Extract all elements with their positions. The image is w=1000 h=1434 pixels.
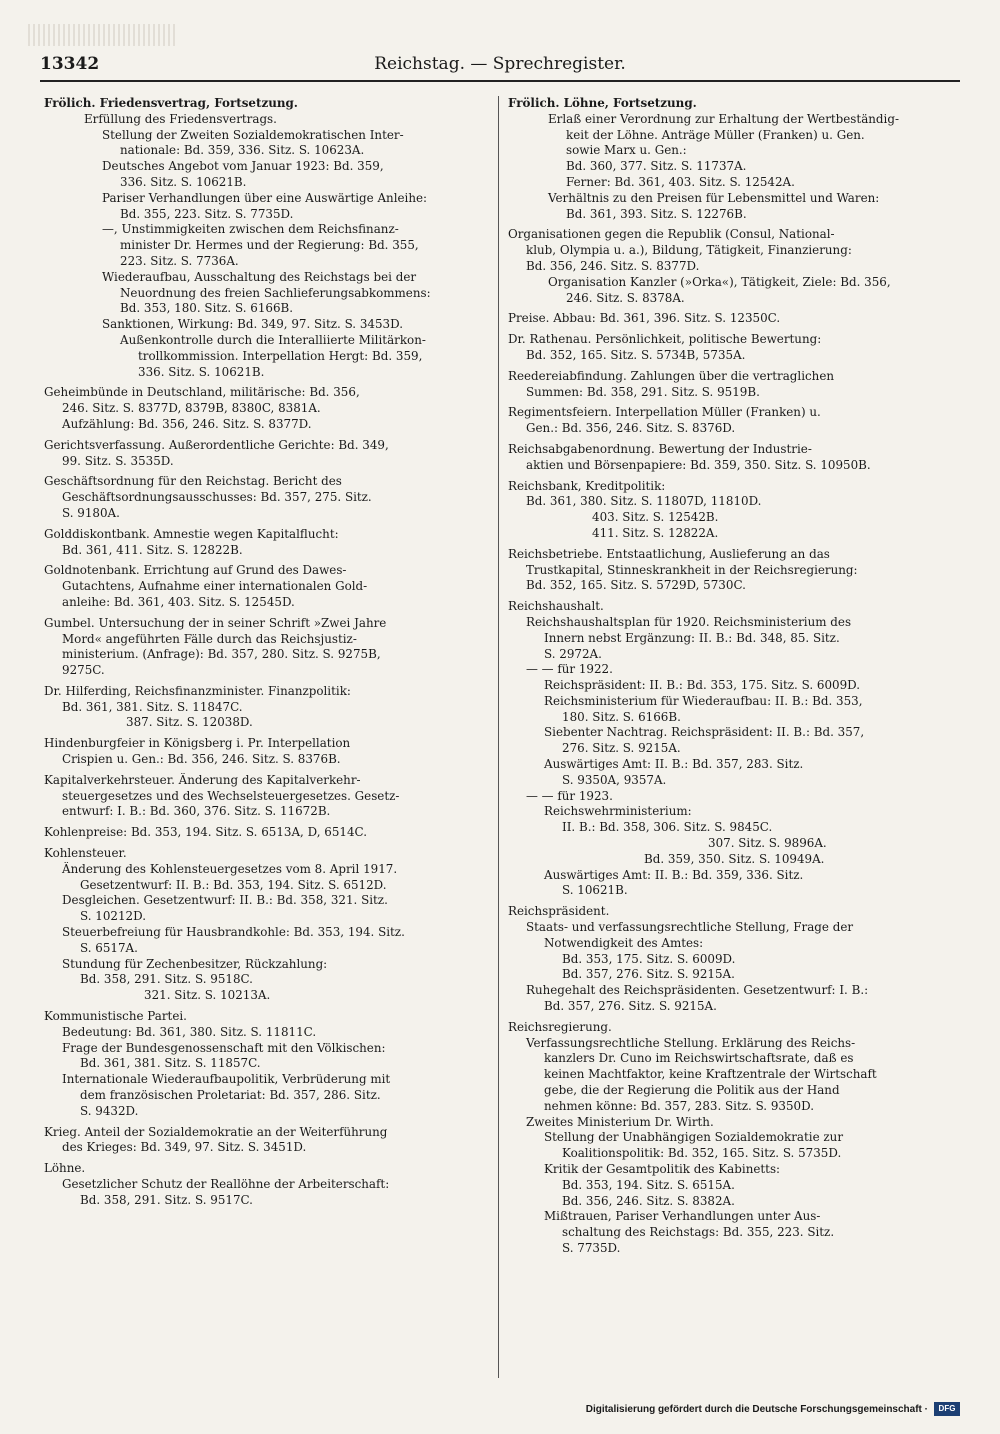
entry-line: Frage der Bundesgenossenschaft mit den Völkischen:	[62, 1040, 386, 1055]
entry-heading-line: Reichshaushalt.	[508, 599, 604, 614]
left-column	[44, 96, 496, 1214]
page-number: 13342	[40, 54, 100, 74]
entry-line: 99. Sitz. S. 3535D.	[62, 453, 174, 468]
entry-line: Gesetzentwurf: II. B.: Bd. 353, 194. Sitz. S. 6512D.	[80, 877, 387, 892]
entry-heading-line: Preise. Abbau: Bd. 361, 396. Sitz. S. 12350C.	[508, 311, 781, 326]
entry-line: Erlaß einer Verordnung zur Erhaltung der Wertbeständig-	[548, 111, 899, 126]
entry-line: Steuerbefreiung für Hausbrandkohle: Bd. 353, 194. Sitz.	[62, 925, 405, 940]
index-entry	[508, 442, 960, 474]
entry-line: Auswärtiges Amt: II. B.: Bd. 357, 283. Sitz.	[544, 757, 804, 772]
entry-line: anleihe: Bd. 361, 403. Sitz. S. 12545D.	[62, 594, 295, 609]
entry-line: steuergesetzes und des Wechselsteuergesetzes. Gesetz-	[62, 788, 400, 803]
entry-line: Sanktionen, Wirkung: Bd. 349, 97. Sitz. S. 3453D.	[102, 317, 404, 332]
index-entry	[508, 96, 960, 222]
entry-heading-line: Gerichtsverfassung. Außerordentliche Gerichte: Bd. 349,	[44, 437, 389, 452]
entry-heading-line: Reichsregierung.	[508, 1019, 612, 1034]
entry-line: Summen: Bd. 358, 291. Sitz. S. 9519B.	[526, 384, 760, 399]
entry-line: Gesetzlicher Schutz der Reallöhne der Arbeiterschaft:	[62, 1177, 390, 1191]
entry-line: schaltung des Reichstags: Bd. 355, 223. Sitz.	[562, 1225, 835, 1240]
entry-heading-line: Geheimbünde in Deutschland, militärische: Bd. 356,	[44, 385, 360, 400]
entry-line: —, Unstimmigkeiten zwischen dem Reichsfinanz-	[102, 222, 399, 237]
entry-line: Stellung der Unabhängigen Sozialdemokratie zur	[544, 1130, 844, 1145]
index-entry	[44, 385, 496, 432]
entry-line: Erfüllung des Friedensvertrags.	[84, 111, 277, 126]
entry-line: 180. Sitz. S. 6166B.	[562, 709, 681, 724]
index-entry	[44, 1009, 496, 1120]
entry-line: Außenkontrolle durch die Interalliierte Militärkon-	[120, 332, 426, 347]
entry-heading-line: Reichsbank, Kreditpolitik:	[508, 478, 666, 493]
entry-heading-line: Frölich. Löhne, Fortsetzung.	[508, 96, 697, 110]
entry-line: Bd. 361, 393. Sitz. S. 12276B.	[566, 206, 747, 221]
entry-line: Gen.: Bd. 356, 246. Sitz. S. 8376D.	[526, 421, 736, 436]
entry-line: Bd. 358, 291. Sitz. S. 9518C.	[80, 972, 253, 987]
entry-line: Bd. 361, 411. Sitz. S. 12822B.	[62, 542, 243, 557]
entry-line: 336. Sitz. S. 10621B.	[120, 174, 247, 189]
entry-line: Auswärtiges Amt: II. B.: Bd. 359, 336. Sitz.	[544, 867, 804, 882]
entry-heading-line: Regimentsfeiern. Interpellation Müller (Franken) u.	[508, 405, 821, 420]
entry-line: 411. Sitz. S. 12822A.	[592, 525, 719, 540]
entry-line: Bd. 356, 246. Sitz. S. 8382A.	[562, 1193, 735, 1208]
entry-line: Bd. 353, 175. Sitz. S. 6009D.	[562, 951, 736, 966]
index-entry	[508, 227, 960, 306]
entry-line: Pariser Verhandlungen über eine Auswärtige Anleihe:	[102, 190, 428, 205]
entry-line: Mord« angeführten Fälle durch das Reichsjustiz-	[62, 631, 357, 646]
entry-line: Stellung der Zweiten Sozialdemokratischen Inter-	[102, 127, 404, 142]
entry-line: dem französischen Proletariat: Bd. 357, 286. Sitz.	[80, 1088, 381, 1103]
index-entry	[508, 311, 960, 327]
entry-line: II. B.: Bd. 358, 306. Sitz. S. 9845C.	[562, 820, 773, 835]
entry-line: Desgleichen. Gesetzentwurf: II. B.: Bd. 358, 321. Sitz.	[62, 893, 388, 908]
entry-line: 321. Sitz. S. 10213A.	[144, 988, 271, 1003]
entry-line: sowie Marx u. Gen.:	[566, 143, 687, 158]
entry-heading-line: Löhne.	[44, 1161, 86, 1176]
entry-line: Bd. 356, 246. Sitz. S. 8377D.	[526, 258, 700, 273]
entry-line: Ruhegehalt des Reichspräsidenten. Gesetzentwurf: I. B.:	[526, 983, 869, 998]
scan-artifact	[28, 24, 178, 46]
entry-line: Bd. 361, 381. Sitz. S. 11857C.	[80, 1056, 261, 1071]
entry-heading-line: Reichspräsident.	[508, 904, 610, 919]
entry-line: Kritik der Gesamtpolitik des Kabinetts:	[544, 1162, 781, 1176]
entry-line: Bd. 357, 276. Sitz. S. 9215A.	[562, 967, 735, 982]
entry-heading-line: Goldnotenbank. Errichtung auf Grund des Dawes-	[44, 563, 347, 578]
footer	[586, 1400, 960, 1418]
entry-line: Organisation Kanzler (»Orka«), Tätigkeit, Ziele: Bd. 356,	[548, 274, 891, 289]
entry-line: entwurf: I. B.: Bd. 360, 376. Sitz. S. 11672B.	[62, 804, 331, 819]
entry-heading-line: Gumbel. Untersuchung der in seiner Schrift »Zwei Jahre	[44, 615, 387, 630]
entry-heading-line: Reedereiabfindung. Zahlungen über die vertraglichen	[508, 368, 835, 383]
index-entry	[508, 479, 960, 542]
entry-line: Bd. 352, 165. Sitz. S. 5734B, 5735A.	[526, 347, 746, 362]
index-entry	[44, 474, 496, 521]
entry-line: Innern nebst Ergänzung: II. B.: Bd. 348, 85. Sitz.	[544, 630, 840, 645]
entry-line: Bd. 361, 380. Sitz. S. 11807D, 11810D.	[526, 494, 762, 509]
entry-line: keit der Löhne. Anträge Müller (Franken) u. Gen.	[566, 127, 865, 142]
index-entry	[44, 1161, 496, 1208]
entry-line: Bd. 352, 165. Sitz. S. 5729D, 5730C.	[526, 578, 746, 593]
index-entry	[508, 904, 960, 1015]
entry-heading-line: Krieg. Anteil der Sozialdemokratie an der Weiterführung	[44, 1124, 388, 1139]
entry-line: 9275C.	[62, 663, 105, 678]
entry-line: Staats- und verfassungsrechtliche Stellung, Frage der	[526, 920, 854, 935]
running-title: Reichstag. — Sprechregister.	[374, 54, 626, 74]
entry-line: Reichspräsident: II. B.: Bd. 353, 175. Sitz. S. 6009D.	[544, 678, 861, 693]
entry-line: Ferner: Bd. 361, 403. Sitz. S. 12542A.	[566, 174, 795, 189]
entry-line: Bd. 355, 223. Sitz. S. 7735D.	[120, 206, 294, 221]
entry-line: nehmen könne: Bd. 357, 283. Sitz. S. 9350D.	[544, 1098, 815, 1113]
index-entry	[508, 1020, 960, 1257]
entry-line: Bedeutung: Bd. 361, 380. Sitz. S. 11811C.	[62, 1024, 317, 1039]
entry-line: Bd. 353, 194. Sitz. S. 6515A.	[562, 1177, 735, 1192]
entry-line: Stundung für Zechenbesitzer, Rückzahlung:	[62, 956, 328, 971]
index-entry	[508, 599, 960, 899]
entry-line: Geschäftsordnungsausschusses: Bd. 357, 275. Sitz.	[62, 490, 372, 505]
entry-line: S. 6517A.	[80, 940, 138, 955]
entry-line: Bd. 357, 276. Sitz. S. 9215A.	[544, 999, 717, 1014]
entry-line: trollkommission. Interpellation Hergt: Bd. 359,	[138, 348, 423, 363]
entry-heading-line: Kommunistische Partei.	[44, 1009, 187, 1024]
entry-line: S. 9180A.	[62, 505, 120, 520]
dfg-logo-icon: DFG	[934, 1402, 960, 1416]
entry-line: Crispien u. Gen.: Bd. 356, 246. Sitz. S. 8376B.	[62, 752, 341, 767]
index-entry	[508, 547, 960, 594]
entry-line: Deutsches Angebot vom Januar 1923: Bd. 359,	[102, 159, 384, 174]
entry-line: Verhältnis zu den Preisen für Lebensmittel und Waren:	[548, 190, 880, 205]
entry-heading-line: Kohlensteuer.	[44, 846, 127, 861]
index-entry	[44, 684, 496, 731]
entry-heading-line: Organisationen gegen die Republik (Consul, National-	[508, 227, 835, 242]
entry-line: nationale: Bd. 359, 336. Sitz. S. 10623A.	[120, 143, 365, 158]
index-entry	[44, 773, 496, 820]
entry-line: S. 10212D.	[80, 909, 146, 924]
entry-line: klub, Olympia u. a.), Bildung, Tätigkeit, Finanzierung:	[526, 243, 852, 258]
entry-heading-line: Hindenburgfeier in Königsberg i. Pr. Interpellation	[44, 736, 351, 751]
index-entry	[44, 527, 496, 559]
entry-line: Koalitionspolitik: Bd. 352, 165. Sitz. S. 5735D.	[562, 1146, 842, 1161]
entry-line: Wiederaufbau, Ausschaltung des Reichstags bei der	[102, 269, 417, 284]
entry-line: Notwendigkeit des Amtes:	[544, 935, 704, 950]
entry-line: — — für 1922.	[526, 662, 613, 677]
index-entry	[44, 736, 496, 768]
index-entry	[44, 616, 496, 679]
index-entry	[508, 332, 960, 364]
entry-heading-line: Reichsabgabenordnung. Bewertung der Industrie-	[508, 441, 812, 456]
index-entry	[508, 369, 960, 401]
index-entry	[44, 438, 496, 470]
entry-line: Siebenter Nachtrag. Reichspräsident: II. B.: Bd. 357,	[544, 725, 865, 740]
entry-line: gebe, die der Regierung die Politik aus der Hand	[544, 1083, 840, 1098]
index-entry	[44, 846, 496, 1004]
entry-heading-line: Geschäftsordnung für den Reichstag. Bericht des	[44, 474, 342, 489]
entry-heading-line: Kohlenpreise: Bd. 353, 194. Sitz. S. 6513A, D, 6514C.	[44, 825, 367, 840]
footer-credit: Digitalisierung gefördert durch die Deutsche Forschungsgemeinschaft ·	[585, 1403, 928, 1415]
entry-line: Bd. 359, 350. Sitz. S. 10949A.	[644, 851, 825, 866]
entry-line: Internationale Wiederaufbaupolitik, Verbrüderung mit	[62, 1072, 391, 1087]
entry-line: ministerium. (Anfrage): Bd. 357, 280. Sitz. S. 9275B,	[62, 647, 381, 662]
entry-line: Zweites Ministerium Dr. Wirth.	[526, 1114, 714, 1129]
entry-line: Bd. 361, 381. Sitz. S. 11847C.	[62, 699, 243, 714]
entry-heading-line: Dr. Rathenau. Persönlichkeit, politische Bewertung:	[508, 332, 822, 347]
header-rule	[40, 80, 960, 82]
entry-heading-line: Dr. Hilferding, Reichsfinanzminister. Finanzpolitik:	[44, 683, 351, 698]
entry-line: kanzlers Dr. Cuno im Reichswirtschaftsrate, daß es	[544, 1051, 854, 1066]
index-entry	[44, 563, 496, 610]
entry-line: S. 2972A.	[544, 646, 602, 661]
entry-line: des Krieges: Bd. 349, 97. Sitz. S. 3451D.	[62, 1140, 307, 1155]
entry-line: Bd. 358, 291. Sitz. S. 9517C.	[80, 1192, 253, 1207]
entry-line: 276. Sitz. S. 9215A.	[562, 741, 681, 756]
entry-line: aktien und Börsenpapiere: Bd. 359, 350. Sitz. S. 10950B.	[526, 457, 871, 472]
entry-line: S. 9432D.	[80, 1103, 139, 1118]
entry-line: Bd. 360, 377. Sitz. S. 11737A.	[566, 159, 747, 174]
entry-line: 223. Sitz. S. 7736A.	[120, 253, 239, 268]
entry-line: 403. Sitz. S. 12542B.	[592, 510, 719, 525]
entry-line: keinen Machtfaktor, keine Kraftzentrale der Wirtschaft	[544, 1067, 877, 1082]
entry-line: Reichsministerium für Wiederaufbau: II. B.: Bd. 353,	[544, 693, 863, 708]
entry-line: Aufzählung: Bd. 356, 246. Sitz. S. 8377D.	[62, 416, 312, 431]
entry-line: Neuordnung des freien Sachlieferungsabkommens:	[120, 285, 431, 300]
index-entry	[44, 1125, 496, 1157]
entry-line: Bd. 353, 180. Sitz. S. 6166B.	[120, 301, 294, 316]
entry-line: Verfassungsrechtliche Stellung. Erklärung des Reichs-	[526, 1035, 856, 1050]
entry-line: — — für 1923.	[526, 788, 613, 803]
entry-line: Mißtrauen, Pariser Verhandlungen unter Aus-	[544, 1209, 821, 1224]
entry-line: S. 7735D.	[562, 1240, 621, 1255]
entry-line: S. 10621B.	[562, 883, 628, 898]
entry-line: minister Dr. Hermes und der Regierung: Bd. 355,	[120, 238, 419, 253]
entry-line: Trustkapital, Stinneskrankheit in der Reichsregierung:	[526, 562, 858, 577]
entry-line: Reichswehrministerium:	[544, 804, 692, 819]
entry-line: S. 9350A, 9357A.	[562, 772, 667, 787]
column-divider	[498, 96, 499, 1378]
entry-line: Gutachtens, Aufnahme einer internationalen Gold-	[62, 579, 368, 594]
entry-heading-line: Reichsbetriebe. Entstaatlichung, Auslieferung an das	[508, 546, 830, 561]
index-entry	[44, 825, 496, 841]
right-column	[508, 96, 960, 1262]
page-header	[40, 54, 960, 78]
entry-line: 246. Sitz. S. 8377D, 8379B, 8380C, 8381A.	[62, 401, 321, 416]
entry-heading-line: Golddiskontbank. Amnestie wegen Kapitalflucht:	[44, 526, 339, 541]
entry-line: Änderung des Kohlensteuergesetzes vom 8. April 1917.	[62, 861, 398, 876]
entry-line: 336. Sitz. S. 10621B.	[138, 364, 265, 379]
index-entry	[508, 405, 960, 437]
entry-heading-line: Frölich. Friedensvertrag, Fortsetzung.	[44, 96, 298, 110]
entry-line: 307. Sitz. S. 9896A.	[708, 836, 827, 851]
entry-heading-line: Kapitalverkehrsteuer. Änderung des Kapitalverkehr-	[44, 772, 361, 787]
entry-line: 387. Sitz. S. 12038D.	[126, 715, 253, 730]
entry-line: 246. Sitz. S. 8378A.	[566, 290, 685, 305]
index-entry	[44, 96, 496, 380]
entry-line: Reichshaushaltsplan für 1920. Reichsministerium des	[526, 614, 852, 629]
